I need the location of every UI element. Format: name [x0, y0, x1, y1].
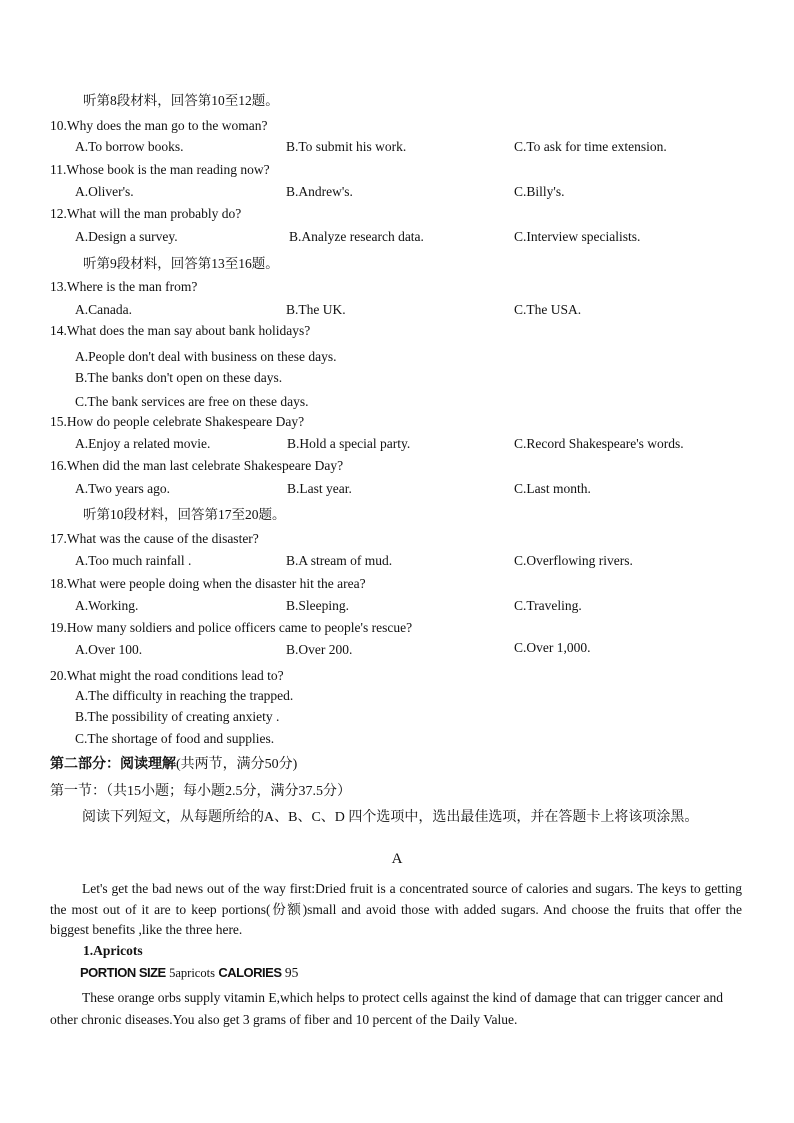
q11-option-c: C.Billy's.: [514, 184, 565, 199]
q11-stem: 11.Whose book is the man reading now?: [50, 162, 270, 177]
sec8-intro: 听第8段材料，回答第10至12题。: [83, 93, 279, 108]
q15-option-b: B.Hold a special party.: [287, 436, 411, 451]
q20-stem: 20.What might the road conditions lead to?: [50, 668, 284, 683]
q16-stem: 16.When did the man last celebrate Shakespeare Day?: [50, 458, 344, 473]
q14-option-c: C.The bank services are free on these days.: [75, 394, 309, 409]
q13-stem: 13.Where is the man from?: [50, 279, 198, 294]
q15-option-a: A.Enjoy a related movie.: [75, 436, 211, 451]
q10-option-c: C.To ask for time extension.: [514, 139, 667, 154]
q10-stem: 10.Why does the man go to the woman?: [50, 118, 268, 133]
portion-value: 5apricots: [169, 966, 215, 980]
part-two-note: (共两节，满分50分): [176, 757, 298, 772]
part-two-heading: [50, 757, 297, 774]
q12-option-a: A.Design a survey.: [75, 229, 178, 244]
q14-stem: 14.What does the man say about bank holidays?: [50, 323, 311, 338]
q17-option-b: B.A stream of mud.: [286, 553, 393, 568]
calories-value: 95: [284, 965, 299, 980]
q18-option-a: A.Working.: [75, 598, 139, 613]
passage-paragraph-1: Let's get the bad news out of the way first:Dried fruit is a concentrated source of calories and sugars. The keys to getting the most out of it are to keep portions(份额)small and avoid those with added sugars. And choose the fruits that offer the biggest benefits ,like the three here.: [50, 881, 742, 937]
instruction: 阅读下列短文，从每题所给的A、B、C、D 四个选项中，选出最佳选项，并在答题卡上将该项涂黑。: [82, 810, 699, 825]
portion-line: [80, 965, 298, 981]
portion-label: PORTION SIZE: [80, 965, 166, 980]
q15-stem: 15.How do people celebrate Shakespeare Day?: [50, 414, 305, 429]
q19-stem: 19.How many soldiers and police officers came to people's rescue?: [50, 620, 413, 635]
q20-option-b: B.The possibility of creating anxiety .: [75, 709, 280, 724]
q11-option-b: B.Andrew's.: [286, 184, 353, 199]
q14-option-a: A.People don't deal with business on these days.: [75, 349, 337, 364]
calories-label: CALORIES: [218, 965, 282, 980]
q13-option-b: B.The UK.: [286, 302, 346, 317]
q14-option-b: B.The banks don't open on these days.: [75, 370, 283, 385]
sec10-intro: 听第10段材料，回答第17至20题。: [83, 507, 286, 522]
q18-option-c: C.Traveling.: [514, 598, 582, 613]
item-1-title: 1.Apricots: [83, 943, 143, 958]
q17-option-c: C.Overflowing rivers.: [514, 553, 633, 568]
q10-option-a: A.To borrow books.: [75, 139, 184, 154]
q12-option-c: C.Interview specialists.: [514, 229, 641, 244]
q19-option-c: C.Over 1,000.: [514, 640, 591, 655]
q19-option-a: A.Over 100.: [75, 642, 143, 657]
q15-option-c: C.Record Shakespeare's words.: [514, 436, 684, 451]
q17-option-a: A.Too much rainfall .: [75, 553, 192, 568]
q16-option-c: C.Last month.: [514, 481, 591, 496]
q19-option-b: B.Over 200.: [286, 642, 353, 657]
q20-option-c: C.The shortage of food and supplies.: [75, 731, 275, 746]
q12-option-b: B.Analyze research data.: [289, 229, 424, 244]
section-one-heading: 第一节：（共15小题；每小题2.5分，满分37.5分）: [50, 784, 351, 799]
q18-option-b: B.Sleeping.: [286, 598, 349, 613]
q12-stem: 12.What will the man probably do?: [50, 206, 242, 221]
part-two-title: 第二部分：阅读理解: [50, 757, 176, 772]
q13-option-a: A.Canada.: [75, 302, 132, 317]
q20-option-a: A.The difficulty in reaching the trapped.: [75, 688, 294, 703]
q18-stem: 18.What were people doing when the disaster hit the area?: [50, 576, 366, 591]
passage-letter: A: [391, 851, 403, 867]
sec9-intro: 听第9段材料，回答第13至16题。: [83, 256, 279, 271]
q11-option-a: A.Oliver's.: [75, 184, 134, 199]
q13-option-c: C.The USA.: [514, 302, 582, 317]
q16-option-a: A.Two years ago.: [75, 481, 171, 496]
q17-stem: 17.What was the cause of the disaster?: [50, 531, 259, 546]
q10-option-b: B.To submit his work.: [286, 139, 407, 154]
q16-option-b: B.Last year.: [287, 481, 352, 496]
passage-paragraph-2: These orange orbs supply vitamin E,which helps to protect cells against the kind of damage that can trigger cancer and other chronic diseases.You also get 3 grams of fiber and 10 percent of the Daily Value.: [50, 990, 724, 1027]
